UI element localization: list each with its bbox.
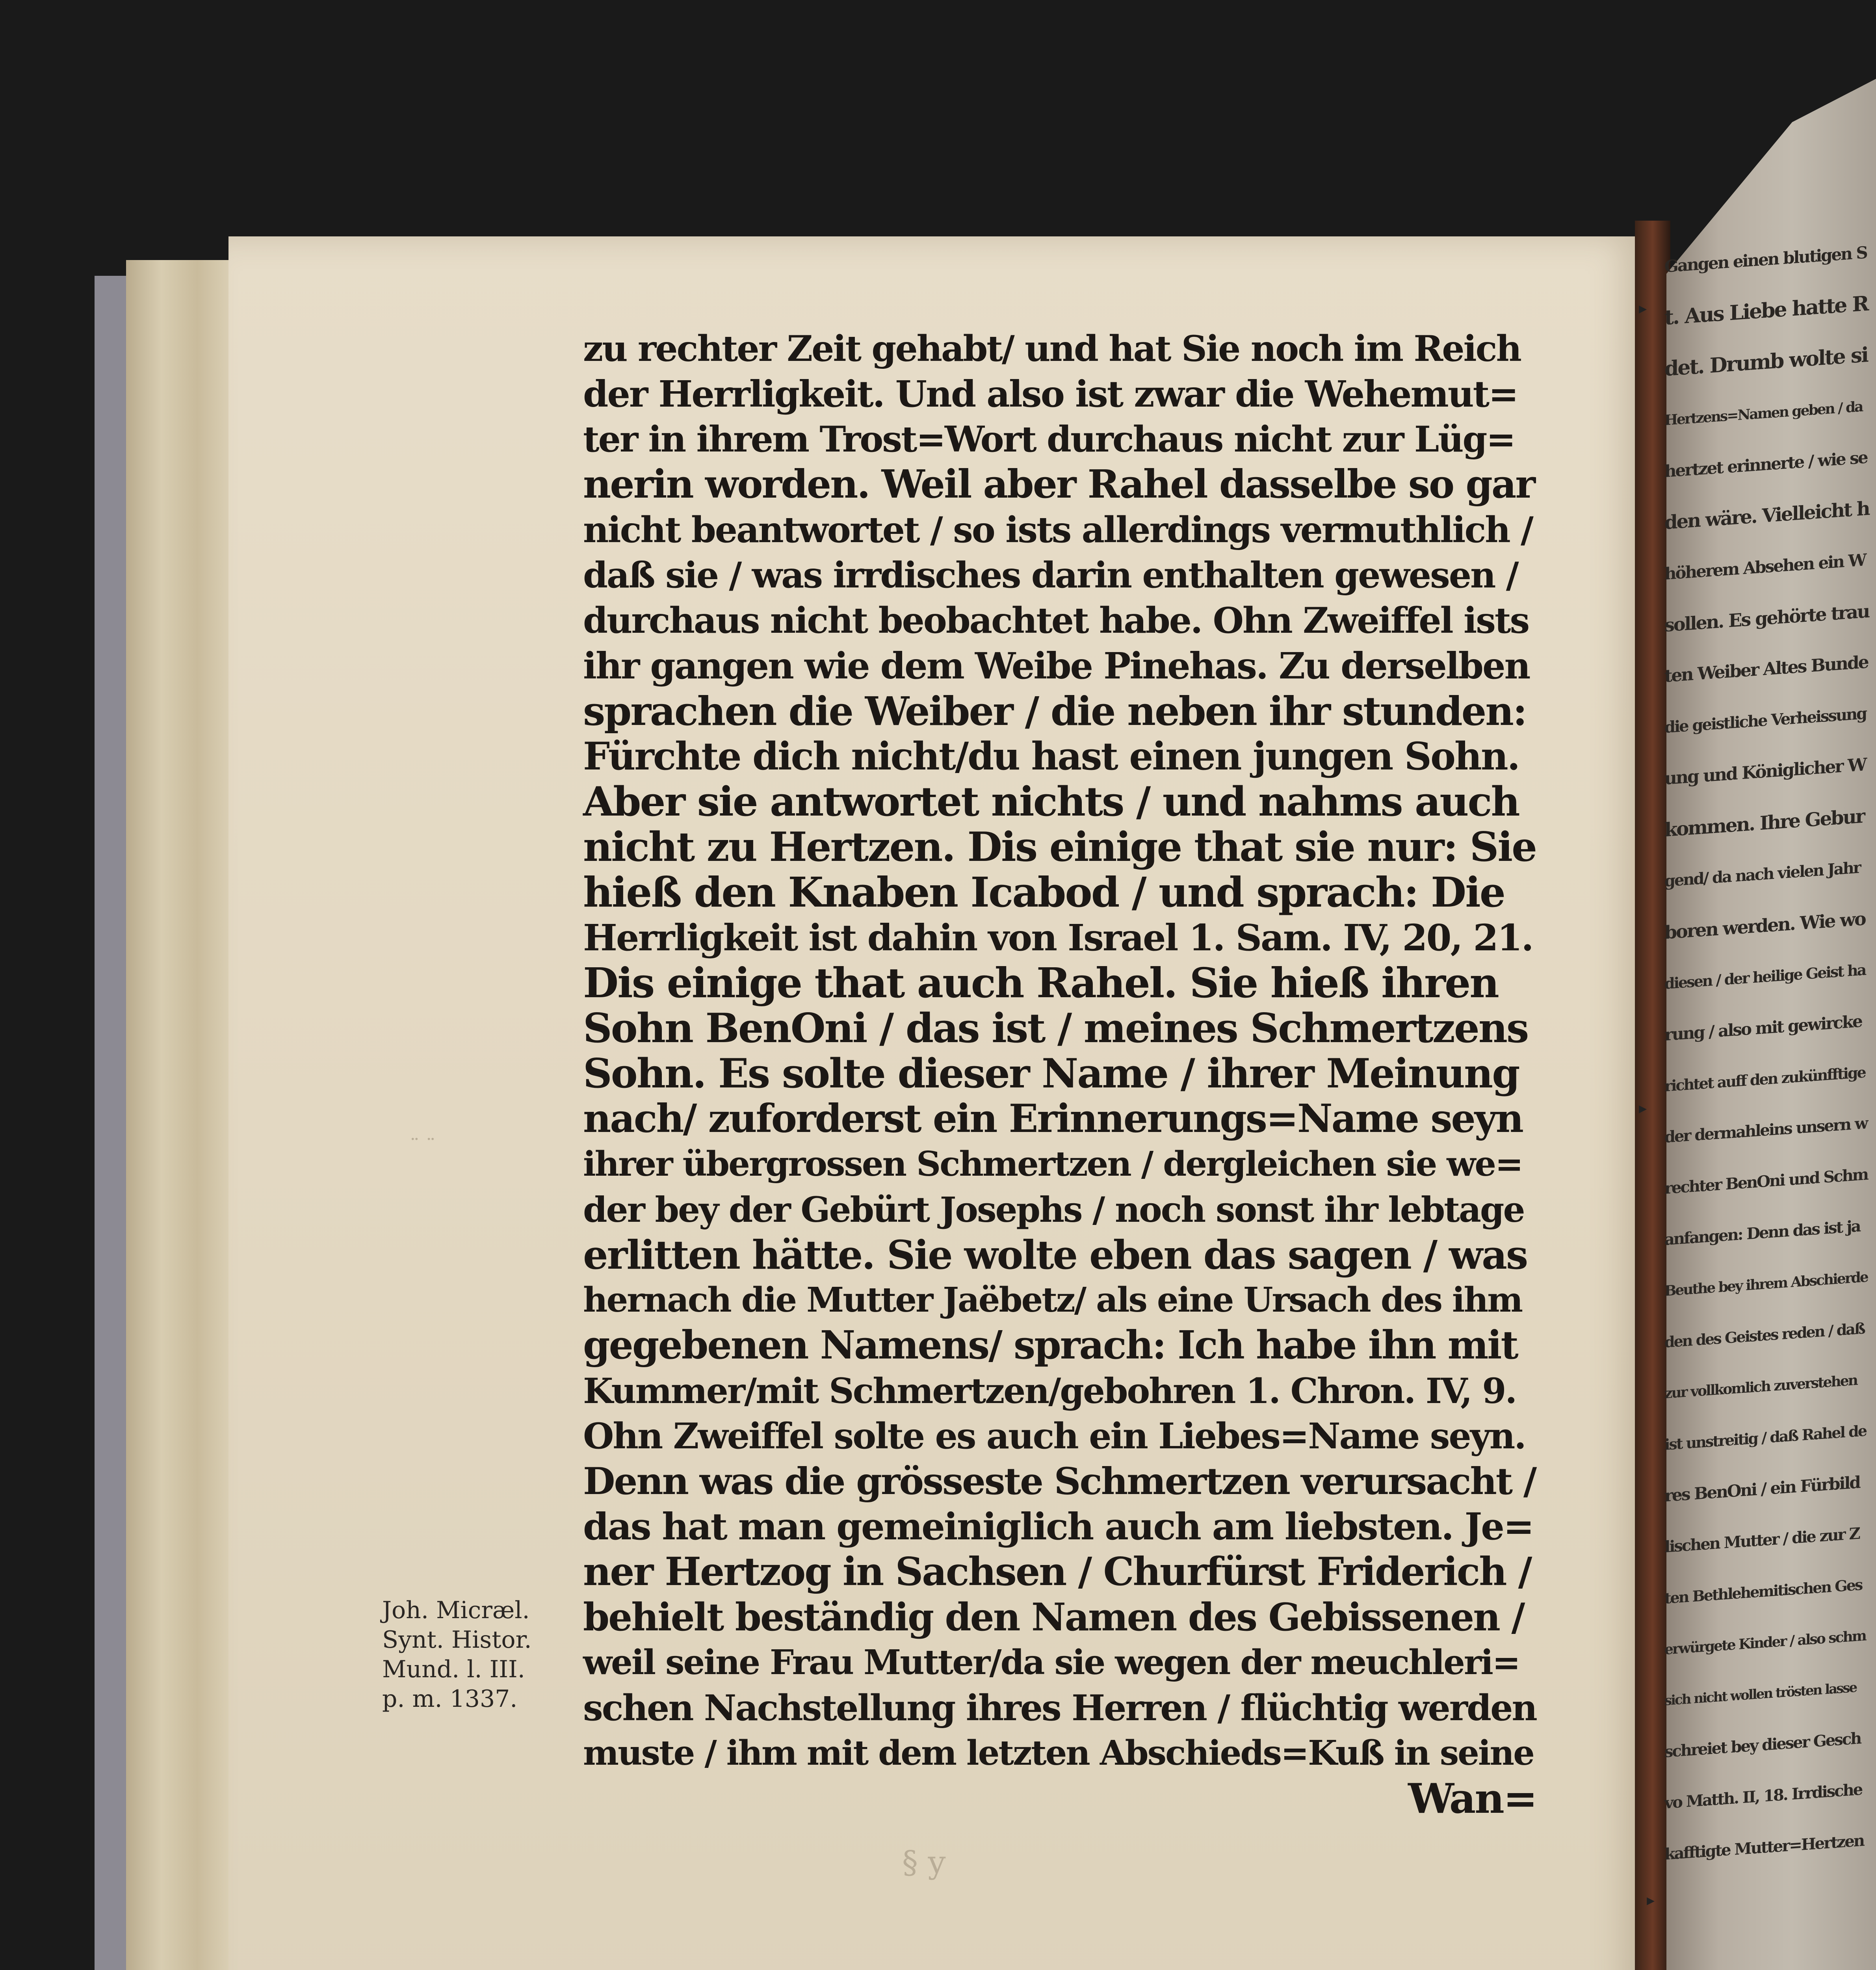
text-line: Sohn. Es solte dieser Name / ihrer Meinung — [583, 1050, 1519, 1097]
catchword: Wan= — [1408, 1774, 1536, 1823]
right-text-line: rechter BenOni und Schm — [1664, 1165, 1868, 1198]
right-text-line: der dermahleins unsern w — [1664, 1114, 1867, 1147]
margin-note-line: Mund. l. III. — [382, 1656, 525, 1683]
margin-note-line: Synt. Histor. — [382, 1626, 532, 1654]
right-text-line: sich nicht wollen trösten lasse — [1664, 1679, 1857, 1709]
right-text-line: hertzet erinnerte / wie se — [1664, 448, 1867, 481]
text-line: der Herrligkeit. Und also ist zwar die Wehemut= — [583, 373, 1518, 415]
text-line: weil seine Frau Mutter/da sie wegen der meuchleri= — [583, 1643, 1519, 1682]
text-line: ner Hertzog in Sachsen / Churfürst Friderich / — [583, 1549, 1531, 1595]
right-text-line: gend/ da nach vielen Jahr — [1664, 858, 1860, 890]
text-line: hernach die Mutter Jaëbetz/ als eine Ursach des ihm — [583, 1280, 1522, 1320]
right-text-line: Hertzens=Namen geben / da — [1664, 398, 1863, 429]
right-text-line: erwürgete Kinder / also schm — [1664, 1627, 1866, 1658]
text-line: Herrligkeit ist dahin von Israel 1. Sam. IV, 20, 21. — [583, 916, 1533, 959]
right-text-line: kommen. Ihre Gebur — [1664, 805, 1864, 841]
right-text-line: Gangen einen blutigen S — [1664, 243, 1867, 276]
margin-note — [382, 1596, 567, 1714]
text-line: ter in ihrem Trost=Wort durchaus nicht zur Lüg= — [583, 418, 1515, 460]
right-text-line: den des Geistes reden / daß — [1664, 1319, 1865, 1351]
right-text-line: kafftigte Mutter=Hertzen — [1664, 1831, 1864, 1864]
page-mark-icon: ▸ — [1639, 1099, 1647, 1117]
right-text-line: höherem Absehen ein W — [1664, 550, 1866, 584]
text-line: Sohn BenOni / das ist / meines Schmertzens — [583, 1005, 1528, 1052]
right-text-line: res BenOni / ein Fürbild — [1664, 1472, 1860, 1505]
right-text-line: det. Drumb wolte si — [1664, 342, 1868, 381]
right-text-line: den wäre. Vielleicht h — [1664, 497, 1869, 534]
text-line: sprachen die Weiber / die neben ihr stunden: — [583, 688, 1526, 734]
right-text-line: rung / also mit gewircke — [1664, 1011, 1862, 1044]
text-line: Fürchte dich nicht/du hast einen jungen Sohn. — [583, 734, 1519, 779]
text-line: behielt beständig den Namen des Gebissenen / — [583, 1595, 1524, 1639]
text-line: Aber sie antwortet nichts / und nahms auch — [583, 778, 1519, 825]
right-text-line: ten Bethlehemitischen Ges — [1664, 1575, 1862, 1607]
margin-note-line: p. m. 1337. — [382, 1685, 518, 1713]
text-line: ihr gangen wie dem Weibe Pinehas. Zu derselben — [583, 645, 1530, 687]
text-line: hieß den Knaben Icabod / und sprach: Die — [583, 868, 1505, 916]
text-line: schen Nachstellung ihres Herren / flüchtig werden — [583, 1687, 1536, 1729]
right-text-line: diesen / der heilige Geist ha — [1664, 961, 1866, 992]
right-text-line: Beuthe bey ihrem Abschierde — [1664, 1268, 1868, 1299]
right-text-line: richtet auff den zukünfftige — [1664, 1063, 1865, 1095]
page-mark-icon: ▸ — [1647, 1891, 1655, 1909]
page-mark-icon: ▸ — [1639, 299, 1647, 318]
text-line: Kummer/mit Schmertzen/gebohren 1. Chron. IV, 9. — [583, 1370, 1516, 1411]
text-line: Denn was die grösseste Schmertzen verursacht / — [583, 1460, 1536, 1503]
bleed-through-mark: ¨ ¨ — [410, 1135, 436, 1158]
text-line: muste / ihm mit dem letzten Abschieds=Kuß in seine — [583, 1733, 1534, 1773]
text-line: daß sie / was irrdisches darin enthalten gewesen / — [583, 554, 1518, 596]
right-text-line: schreiet bey dieser Gesch — [1664, 1729, 1861, 1761]
right-text-line: boren werden. Wie wo — [1664, 908, 1865, 943]
text-line: der bey der Gebürt Josephs / noch sonst ihr lebtage — [583, 1189, 1524, 1230]
right-text-line: die geistliche Verheissung — [1664, 704, 1867, 737]
margin-note-line: Joh. Micræl. — [382, 1596, 530, 1624]
right-text-line: anfangen: Denn das ist ja — [1664, 1217, 1860, 1249]
right-text-line: sollen. Es gehörte trau — [1664, 600, 1869, 636]
text-line: durchaus nicht beobachtet habe. Ohn Zweiffel ists — [583, 600, 1529, 641]
right-text-line: zur vollkomlich zuverstehen — [1664, 1372, 1857, 1402]
right-text-line: ist unstreitig / daß Rahel de — [1664, 1422, 1866, 1453]
text-line: nicht beantwortet / so ists allerdings vermuthlich / — [583, 509, 1532, 551]
right-text-line: ung und Königlicher W — [1664, 755, 1866, 789]
text-line: Dis einige that auch Rahel. Sie hieß ihren — [583, 959, 1498, 1007]
text-line: nicht zu Hertzen. Dis einige that sie nur: Sie — [583, 823, 1536, 871]
text-line: das hat man gemeiniglich auch am liebsten. Je= — [583, 1505, 1533, 1548]
text-line: Ohn Zweiffel solte es auch ein Liebes=Name seyn. — [583, 1415, 1525, 1457]
text-line: ihrer übergrossen Schmertzen / dergleichen sie we= — [583, 1144, 1523, 1184]
right-text-line: lischen Mutter / die zur Z — [1664, 1524, 1859, 1556]
text-line: nerin worden. Weil aber Rahel dasselbe so gar — [583, 462, 1535, 507]
text-line: zu rechter Zeit gehabt/ und hat Sie noch im Reich — [583, 328, 1521, 370]
right-text-line: vo Matth. II, 18. Irrdische — [1664, 1780, 1862, 1812]
right-page-text — [1664, 237, 1876, 1946]
text-line: gegebenen Namens/ sprach: Ich habe ihn mit — [583, 1323, 1518, 1368]
right-text-line: t. Aus Liebe hatte R — [1664, 291, 1868, 330]
text-line: erlitten hätte. Sie wolte eben das sagen / was — [583, 1232, 1527, 1278]
bleed-through-mark: § y — [902, 1844, 946, 1881]
text-line: nach/ zuforderst ein Erinnerungs=Name seyn — [583, 1096, 1523, 1141]
right-text-line: ten Weiber Altes Bunde — [1664, 652, 1868, 686]
page-edges — [126, 260, 244, 1970]
